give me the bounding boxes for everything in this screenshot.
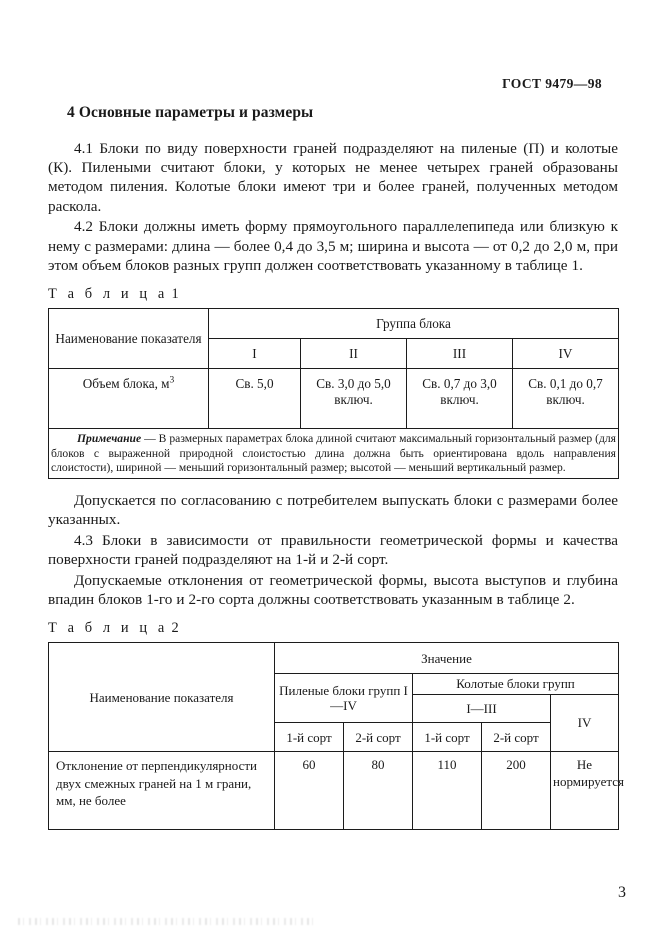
table-1-row-label-superscript: 3 (169, 376, 175, 387)
table-1-value-i: Св. 5,0 (209, 369, 301, 429)
table-2-row-label: Отклонение от перпендикулярности двух смежных граней на 1 м грани, мм, не более (49, 752, 275, 830)
table-row (49, 369, 619, 429)
table-2-header-value: Значение (275, 643, 619, 674)
table-2-grade-split-2: 2-й сорт (482, 723, 551, 752)
table-1-note (49, 429, 619, 479)
paragraph-before-table-2: Допускаемые отклонения от геометрической формы, высота выступов и глубина впадин блоков 1-го и 2-го сорта должны соответствовать указанным в таблице 2. (48, 571, 618, 609)
table-2-caption-number: 2 (171, 620, 179, 637)
table-2-caption-word: Т а б л и ц а (48, 620, 168, 637)
table-2-grade-sawn-2: 2-й сорт (344, 723, 413, 752)
table-1-header-name: Наименование показателя (49, 309, 209, 369)
table-2 (48, 642, 624, 830)
table-1-group-i: I (209, 339, 301, 369)
table-1-note-dash: — (141, 432, 159, 446)
page-number: 3 (618, 884, 626, 901)
table-row (49, 643, 619, 674)
table-2-value-iv: Не нормируется (551, 752, 619, 830)
table-1-value-iii: Св. 0,7 до 3,0 включ. (407, 369, 513, 429)
paragraph-4-2: 4.2 Блоки должны иметь форму прямоугольного параллелепипеда или близкую к нему с размерами: длина — более 0,4 до 3,5 м; ширина и высота — от 0,2 до 2,0 м, при этом объем блоков разных групп должен соответствовать указанному в таблице 1. (48, 218, 618, 275)
table-1-value-ii: Св. 3,0 до 5,0 включ. (301, 369, 407, 429)
table-2-header-sawn: Пиленые блоки групп I—IV (275, 674, 413, 723)
table-1-note-label: Примечание (77, 432, 142, 446)
table-1-caption-word: Т а б л и ц а (48, 286, 168, 303)
table-2-value-split-2: 200 (482, 752, 551, 830)
table-2-value-split-1: 110 (413, 752, 482, 830)
table-2-value-sawn-1: 60 (275, 752, 344, 830)
page-content (48, 104, 624, 830)
table-1-value-iv: Св. 0,1 до 0,7 включ. (513, 369, 619, 429)
table-row (49, 309, 619, 339)
section-heading: 4 Основные параметры и размеры (67, 104, 314, 121)
table-1-caption (48, 286, 618, 303)
table-1-row-label (49, 369, 209, 429)
table-1-row-label-text: Объем блока, м (82, 376, 170, 392)
paragraph-4-1: 4.1 Блоки по виду поверхности граней подразделяют на пиленые (П) и колотые (К). Пилеными считают блоки, у которых не менее четырех граней образованы методом пиления. Колотые блоки имеют три и более граней, полученных методом раскола. (48, 139, 618, 215)
table-row (49, 752, 619, 830)
paragraph-after-table-1: Допускается по согласованию с потребителем выпускать блоки с размерами более указанных. (48, 492, 618, 529)
table-1-group-ii: II (301, 339, 407, 369)
running-header-standard-number: ГОСТ 9479—98 (502, 76, 602, 91)
table-row (49, 429, 619, 479)
table-1 (48, 308, 619, 479)
table-1-header-group: Группа блока (209, 309, 619, 339)
table-2-header-group-iv: IV (551, 695, 619, 752)
table-1-group-iv: IV (513, 339, 619, 369)
table-2-grade-split-1: 1-й сорт (413, 723, 482, 752)
table-2-value-sawn-2: 80 (344, 752, 413, 830)
table-2-header-split: Колотые блоки групп (413, 674, 619, 695)
table-1-group-iii: III (407, 339, 513, 369)
table-2-grade-sawn-1: 1-й сорт (275, 723, 344, 752)
table-1-note-body (51, 432, 616, 475)
table-1-caption-number: 1 (171, 286, 179, 303)
table-2-header-split-groups: I—III (413, 695, 551, 723)
paragraph-4-3: 4.3 Блоки в зависимости от правильности геометрической формы и качества поверхности граней подразделяют на 1-й и 2-й сорт. (48, 531, 618, 569)
table-1-note-text: В размерных параметрах блока длиной считают максимальный горизонтальный размер (для блоков с выраженной природной слоистостью длина должна быть ориентирована вдоль направления слоистости), шириной — меньший горизонтальный размер; высотой — меньший вертикальный размер. (51, 432, 616, 474)
scan-artifact-smudge (18, 918, 318, 925)
table-2-caption (48, 620, 618, 637)
table-2-header-name: Наименование показателя (49, 643, 275, 752)
